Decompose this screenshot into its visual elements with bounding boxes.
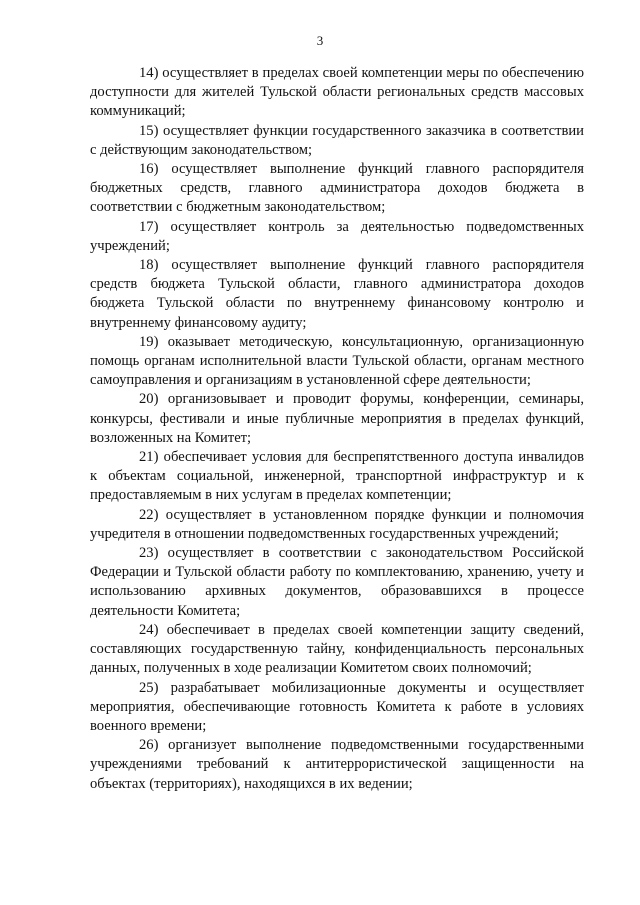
list-item-21: 21) обеспечивает условия для беспрепятственного доступа инвалидов к объектам социальной, инженерной, транспортной инфраструктур и к предоставляемым в них услугам в пределах компетенции; — [90, 449, 584, 504]
list-item-25: 25) разрабатывает мобилизационные документы и осуществляет мероприятия, обеспечивающие готовность Комитета к работе в условиях военного времени; — [90, 679, 584, 734]
list-item-14: 14) осуществляет в пределах своей компетенции меры по обеспечению доступности для жителей Тульской области региональных средств массовых коммуникаций; — [90, 65, 584, 120]
page-number: 3 — [316, 33, 324, 48]
document-body — [90, 64, 584, 794]
list-item-19: 19) оказывает методическую, консультационную, организационную помощь органам исполнительной власти Тульской области, органам местного самоуправления и организациям в установленной сфере деятельности; — [90, 333, 584, 389]
list-item-18: 18) осуществляет выполнение функций главного распорядителя средств бюджета Тульской области, главного администратора доходов бюджета Тульской области по внутреннему финансовому контролю и внутреннему финансовому аудиту; — [90, 257, 584, 331]
list-item-24: 24) обеспечивает в пределах своей компетенции защиту сведений, составляющих государственную тайну, конфиденциальность персональных данных, полученных в ходе реализации Комитетом своих полномочий; — [90, 621, 584, 677]
list-item-15: 15) осуществляет функции государственного заказчика в соответствии с действующим законодательством; — [90, 122, 584, 158]
list-item-16: 16) осуществляет выполнение функций главного распорядителя бюджетных средств, главного администратора доходов бюджета в соответствии с бюджетным законодательством; — [90, 161, 584, 216]
list-item-22: 22) осуществляет в установленном порядке функции и полномочия учредителя в отношении подведомственных государственных учреждений; — [90, 506, 584, 542]
list-item-23: 23) осуществляет в соответствии с законодательством Российской Федерации и Тульской области работу по комплектованию, хранению, учету и использованию архивных документов, образовавшихся в процессе деятельности Комитета; — [90, 545, 584, 619]
list-item-20: 20) организовывает и проводит форумы, конференции, семинары, конкурсы, фестивали и иные публичные мероприятия в пределах функций, возложенных на Комитет; — [90, 391, 584, 446]
list-item-17: 17) осуществляет контроль за деятельностью подведомственных учреждений; — [90, 218, 584, 254]
list-item-26: 26) организует выполнение подведомственными государственными учреждениями требований к антитеррористической защищенности на объектах (территориях), находящихся в их ведении; — [90, 737, 584, 792]
